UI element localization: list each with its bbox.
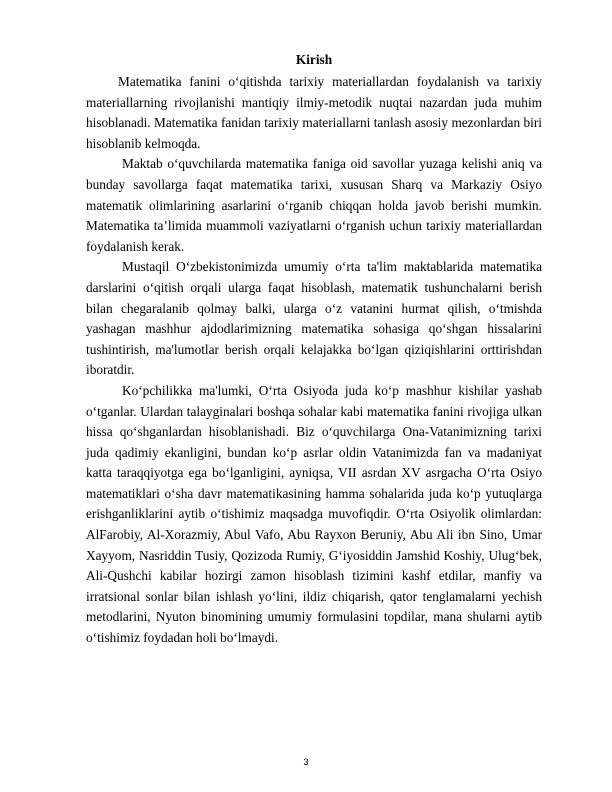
document-body <box>86 52 542 649</box>
paragraph-2: Maktab o‘quvchilarda matematika faniga oid savollar yuzaga kelishi aniq va bunday savollarga faqat matematika tarixi, xususan Sharq va Markaziy Osiyo matematik olimlarining asarlarini o‘rganib chiqqan holda javob berishi mumkin. Matematika ta’limida muammoli vaziyatlarni o‘rganish uchun tarixiy materiallardan foydalanish kerak. <box>86 156 542 254</box>
section-title: Kirish <box>295 52 333 67</box>
paragraph-3: Mustaqil O‘zbekistonimizda umumiy o‘rta ta'lim maktablarida matematika darslarini o‘qitish orqali ularga faqat hisoblash, matematik tushunchalarni berish bilan chegaralanib qolmay balki, ularga o‘z vatanini hurmat qilish, o‘tmishda yashagan mashhur ajdodlarimizning matematika sohasiga qo‘shgan hissalarini tushintirish, ma'lumotlar berish orqali kelajakka bo‘lgan qiziqishlarini orttirishdan iboratdir. <box>86 259 542 378</box>
paragraph-4: Ko‘pchilikka ma'lumki, O‘rta Osiyoda juda ko‘p mashhur kishilar yashab o‘tganlar. Ulardan talayginalari boshqa sohalar kabi matematika fanini rivojiga ulkan hissa qo‘shganlardan hisoblanishadi. Biz o‘quvchilarga Ona-Vatanimizning tarixi juda qadimiy ekanligini, bundan ko‘p asrlar oldin Vatanimizda fan va madaniyat katta taraqqiyotga ega bo‘lganligini, ayniqsa, VII asrdan XV asrgacha O‘rta Osiyo matematiklari o‘sha davr matematikasining hamma sohalarida juda ko‘p yutuqlarga erishganliklarini aytib o‘tishimiz maqsadga muvofiqdir. O‘rta Osiyolik olimlardan: AlFarobiy, Al-Xorazmiy, Abul Vafo, Abu Rayxon Beruniy, Abu Ali ibn Sino, Umar Xayyom, Nasriddin Tusiy, Qozizoda Rumiy, G‘iyosiddin Jamshid Koshiy, Ulug‘bek, Ali-Qushchi kabilar hozirgi zamon hisoblash tizimini kashf etdilar, manfiy va irratsional sonlar bilan ishlash yo‘lini, ildiz chiqarish, qator tenglamalarni yechish metodlarini, Nyuton binomining umumiy formulasini topdilar, mana shularni aytib o‘tishimiz foydadan holi bo‘lmaydi. <box>86 382 542 646</box>
paragraph-1: Matematika fanini o‘qitishda tarixiy materiallardan foydalanish va tarixiy materiallarning rivojlanishi mantiqiy ilmiy-metodik nuqtai nazardan juda muhim hisoblanadi. Matematika fanidan tarixiy materiallarni tanlash asosiy mezonlardan biri hisoblanib kelmoqda. <box>86 74 542 151</box>
page-number: 3 <box>303 757 309 767</box>
